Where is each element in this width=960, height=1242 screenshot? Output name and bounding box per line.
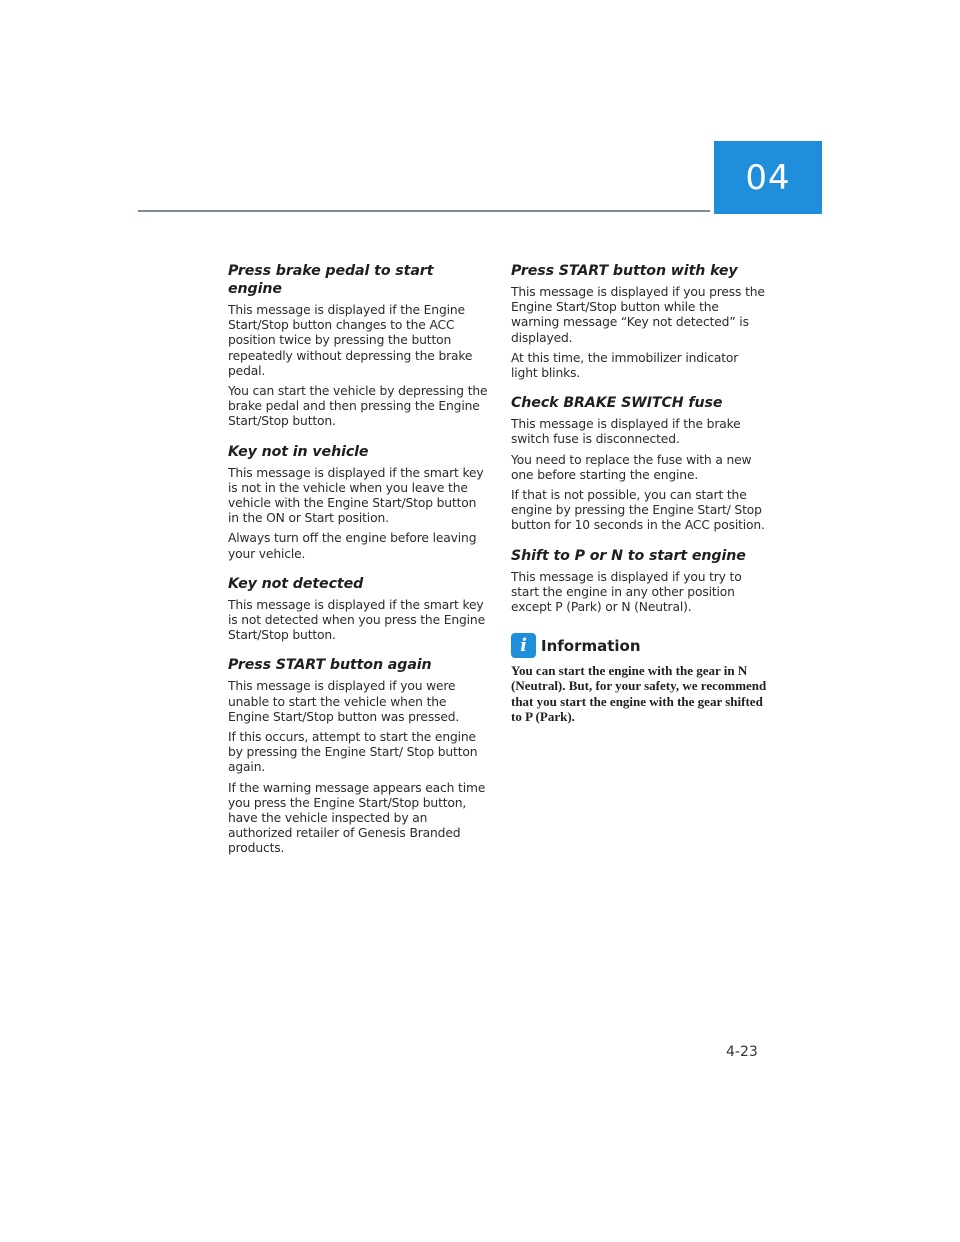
section-heading-press-start-again: Press START button again [228,657,432,674]
section-heading-key-not-detected: Key not detected [228,575,364,592]
paragraph: Always turn off the engine before leaving your vehicle. [228,531,477,561]
page-number: 4-23 [726,1044,758,1060]
chapter-divider [138,210,710,212]
paragraph: If this occurs, attempt to start the engine by pressing the Engine Start/ Stop button again. [228,730,478,775]
section-heading-key-not-in-vehicle: Key not in vehicle [228,443,369,460]
paragraph: This message is displayed if you were unable to start the vehicle when the Engine Start/Stop button was pressed. [228,679,460,724]
chapter-tab [714,141,822,214]
paragraph: If the warning message appears each time you press the Engine Start/Stop button, have the vehicle inspected by an authorized retailer of Genesis Branded products. [228,780,486,856]
paragraph: This message is displayed if the smart key is not detected when you press the Engine Start/Stop button. [228,597,485,643]
right-column [511,262,767,724]
paragraph: This message is displayed if the brake switch fuse is disconnected. [511,417,741,447]
information-body: You can start the engine with the gear in N (Neutral). But, for your safety, we recommend that you start the engine with the gear shifted to P (Park). [511,663,767,724]
information-header [511,633,767,658]
chapter-number: 04 [745,157,791,198]
paragraph: You need to replace the fuse with a new one before starting the engine. [511,452,752,482]
section-heading-press-brake-pedal: Press brake pedal to start engine [228,263,434,297]
section-heading-check-brake-switch-fuse: Check BRAKE SWITCH fuse [511,395,723,412]
section-heading-shift-to-p-or-n: Shift to P or N to start engine [511,547,746,564]
information-title: Information [541,636,641,655]
paragraph: This message is displayed if you press the Engine Start/Stop button while the warning message “Key not detected” is displayed. [511,285,765,345]
section-heading-press-start-with-key: Press START button with key [511,263,738,279]
paragraph: At this time, the immobilizer indicator light blinks. [511,350,739,381]
information-icon: i [511,633,536,658]
paragraph: This message is displayed if the smart key is not in the vehicle when you leave the vehicle with the Engine Start/Stop button in the ON or Start position. [228,465,484,526]
paragraph: This message is displayed if the Engine Start/Stop button changes to the ACC position twice by pressing the button repeatedly without depressing the brake pedal. [228,303,473,378]
paragraph: You can start the vehicle by depressing the brake pedal and then pressing the Engine Start/Stop button. [228,384,488,429]
left-column [228,262,490,862]
paragraph: This message is displayed if you try to start the engine in any other position except P (Park) or N (Neutral). [511,569,742,615]
paragraph: If that is not possible, you can start the engine by pressing the Engine Start/ Stop button for 10 seconds in the ACC position. [511,488,765,533]
